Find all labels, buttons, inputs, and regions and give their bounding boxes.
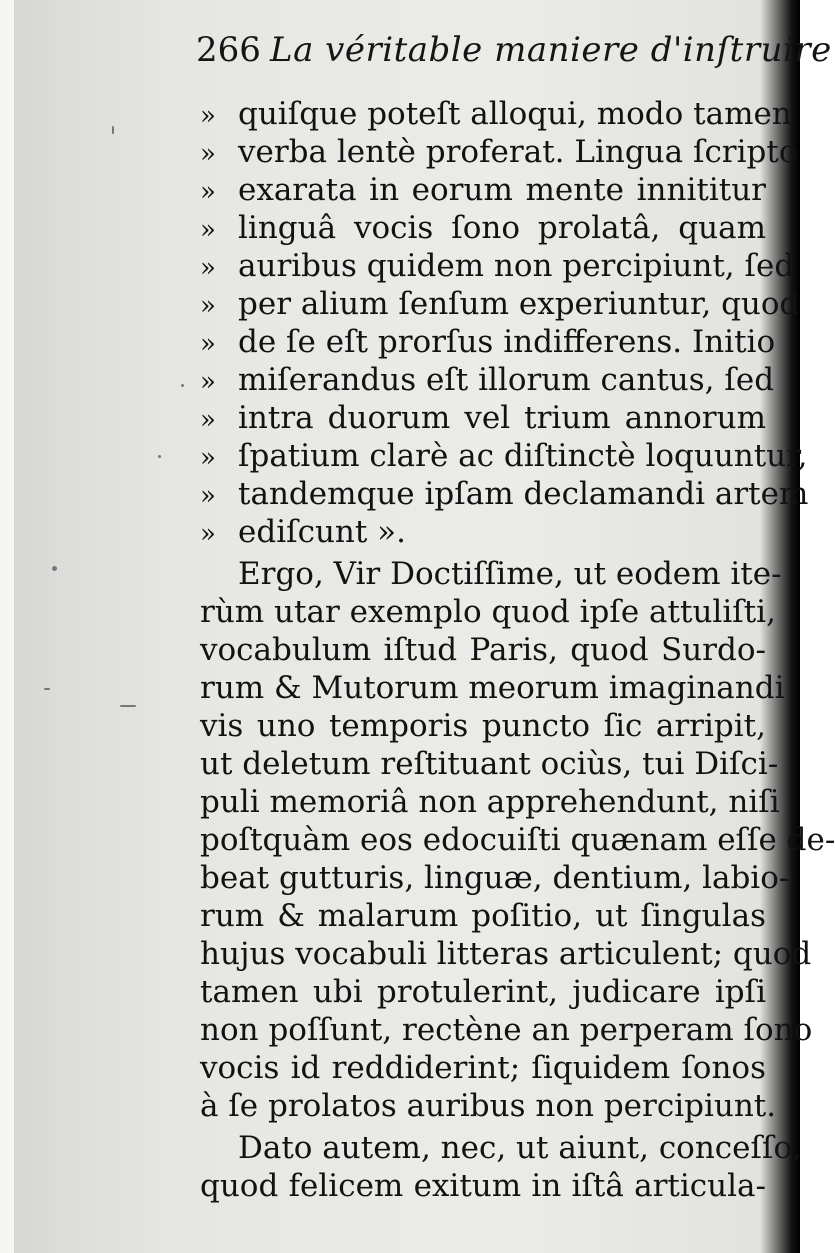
quote-mark: »	[200, 519, 216, 549]
quote-line	[200, 437, 808, 475]
quote-line-text: exarata in eorum mente innititur	[238, 172, 766, 208]
paragraph-line	[200, 1087, 777, 1125]
quote-line	[200, 323, 776, 361]
paragraph-line	[200, 631, 766, 669]
quote-line-text: ediſcunt ».	[238, 514, 407, 550]
quote-mark: »	[200, 329, 216, 359]
paragraph-line	[200, 897, 766, 935]
quote-line-text: tandemque ipſam declamandi artem	[238, 476, 809, 512]
quote-line-text: verba lentè proferat. Lingua ſcripto	[238, 134, 798, 170]
quote-mark: »	[200, 215, 216, 245]
quote-mark: »	[200, 481, 216, 511]
paragraph-line	[200, 1011, 813, 1049]
paragraph-line	[200, 593, 776, 631]
quote-line	[200, 209, 766, 247]
quote-line-text: per alium ſenſum experiuntur, quod	[238, 286, 800, 322]
quote-line	[200, 399, 766, 437]
paragraph-line-text: ut deletum reſtituant ociùs, tui Diſci-	[200, 746, 779, 782]
paragraph-line-text: à ſe prolatos auribus non percipiunt.	[200, 1088, 777, 1124]
paragraph-line-text: tamen ubi protulerint, judicare ipſi	[200, 974, 766, 1010]
quote-mark: »	[200, 367, 216, 397]
quote-line	[200, 95, 792, 133]
paragraph-line	[200, 935, 812, 973]
paragraph-line-text: vocabulum iſtud Paris, quod Surdo-	[200, 632, 766, 668]
quote-mark: »	[200, 101, 216, 131]
paragraph-line	[200, 859, 790, 897]
paragraph-line	[200, 1129, 802, 1167]
paragraph-line	[200, 745, 779, 783]
quote-line	[200, 133, 798, 171]
paragraph-line-text: rum & Mutorum meorum imaginandi	[200, 670, 785, 706]
quote-line	[200, 285, 800, 323]
quote-line	[200, 475, 809, 513]
quote-line-text: ſpatium clarè ac diſtinctè loquuntur,	[238, 438, 808, 474]
paragraph-line-text: vis uno temporis puncto ſic arripit,	[200, 708, 766, 744]
paragraph-line	[200, 555, 782, 593]
paragraph-line	[200, 783, 780, 821]
quote-line-text: auribus quidem non percipiunt, ſed	[238, 248, 795, 284]
quote-mark: »	[200, 139, 216, 169]
paragraph-line	[200, 707, 766, 745]
paragraph-line-text: hujus vocabuli litteras articulent; quod	[200, 936, 812, 972]
page-number: 266	[196, 30, 261, 70]
quote-mark: »	[200, 405, 216, 435]
paragraph-line-text: rùm utar exemplo quod ipſe attuliſti,	[200, 594, 776, 630]
running-title: La véritable maniere d'inſtruire	[270, 30, 832, 70]
paragraph-line-text: Ergo, Vir Doctiſſime, ut eodem ite-	[238, 556, 782, 592]
paragraph-line-text: beat gutturis, linguæ, dentium, labio-	[200, 860, 790, 896]
quote-line-text: intra duorum vel trium annorum	[238, 400, 766, 436]
quote-mark: »	[200, 291, 216, 321]
paragraph-line-text: non poſſunt, rectène an perperam ſono	[200, 1012, 813, 1048]
quote-line	[200, 361, 775, 399]
quote-line-text: miſerandus eſt illorum cantus, ſed	[238, 362, 775, 398]
paragraph-line	[200, 1049, 766, 1087]
paragraph-line	[200, 1167, 766, 1205]
quote-mark: »	[200, 443, 216, 473]
paragraph-line-text: puli memoriâ non apprehendunt, niſi	[200, 784, 780, 820]
paragraph-line	[200, 669, 785, 707]
quote-line	[200, 247, 795, 285]
paragraph-line-text: Dato autem, nec, ut aiunt, conceſſo,	[238, 1130, 802, 1166]
paragraph-line-text: poſtquàm eos edocuiſti quænam eſſe de-	[200, 822, 835, 858]
quote-mark: »	[200, 253, 216, 283]
quote-line	[200, 513, 766, 551]
running-head	[196, 30, 832, 78]
paragraph-line-text: quod felicem exitum in iſtâ articula-	[200, 1168, 766, 1204]
paragraph-line	[200, 973, 766, 1011]
quote-line-text: linguâ vocis ſono prolatâ, quam	[238, 210, 766, 246]
paragraph-line	[200, 821, 835, 859]
quote-line-text: de ſe eſt prorſus indifferens. Initio	[238, 324, 776, 360]
quote-mark: »	[200, 177, 216, 207]
paragraph-line-text: vocis id reddiderint; ſiquidem ſonos	[200, 1050, 766, 1086]
quote-line	[200, 171, 766, 209]
paragraph-line-text: rum & malarum poſitio, ut ſingulas	[200, 898, 766, 934]
quote-line-text: quiſque poteſt alloqui, modo tamen	[238, 96, 792, 132]
